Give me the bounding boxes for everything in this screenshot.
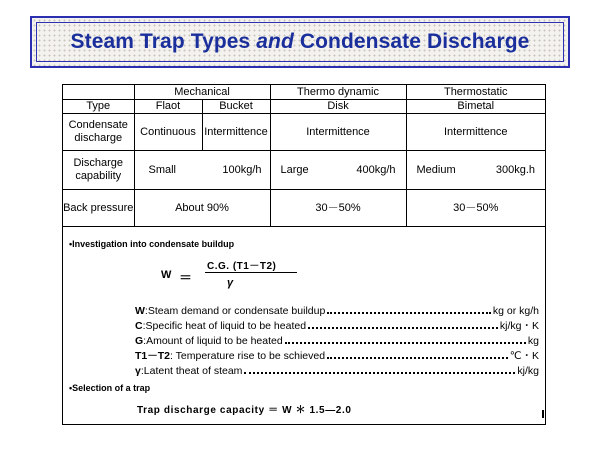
definitions-list — [135, 303, 539, 378]
buildup-formula — [161, 257, 311, 297]
formula-lhs: W — [161, 269, 172, 281]
table-cell: Intermittence — [270, 114, 406, 151]
selection-heading: •Selection of a trap — [69, 383, 151, 393]
stray-mark — [542, 410, 544, 418]
calculation-section — [69, 239, 539, 419]
cell-bucket: Bucket — [202, 100, 270, 114]
formula-denominator: γ — [227, 277, 234, 289]
row-label: Back pressure — [63, 190, 134, 227]
cell-disk: Disk — [270, 100, 406, 114]
definition-row: W :Steam demand or condensate buildup kg or kg/h — [135, 304, 539, 317]
header-mechanical: Mechanical — [134, 85, 270, 100]
table-row-capability — [63, 151, 545, 190]
content-sheet — [62, 84, 546, 425]
definition-row: G :Amount of liquid to be heated kg — [135, 334, 539, 347]
table-cell: Continuous — [134, 114, 202, 151]
table-cell: 30－50% — [270, 190, 406, 227]
definition-row: T1－T2 : Temperature rise to be schieved ℃・K — [135, 349, 539, 362]
table-row-condensate — [63, 114, 545, 151]
table-cell: About 90% — [134, 190, 270, 227]
page-title: Steam Trap Types and Condensate Discharge — [70, 30, 530, 53]
table-cell: Intermittence — [202, 114, 270, 151]
definition-row: γ :Latent theat of steam kj/kg — [135, 364, 539, 377]
table-cell: Intermittence — [406, 114, 545, 151]
header-blank — [63, 85, 134, 100]
table-row-type — [63, 100, 545, 114]
table-cell: Large 400kg/h — [270, 151, 406, 190]
row-label: Discharge capability — [63, 151, 134, 190]
table-cell: Small 100kg/h — [134, 151, 270, 190]
table-cell: Medium 300kg.h — [406, 151, 545, 190]
fraction-bar — [205, 272, 297, 273]
cell-float: Flaot — [134, 100, 202, 114]
header-thermodynamic: Thermo dynamic — [270, 85, 406, 100]
formula-numerator: C.G. (T1－T2) — [207, 261, 277, 272]
table-cell: 30－50% — [406, 190, 545, 227]
title-banner — [30, 16, 570, 68]
header-thermostatic: Thermostatic — [406, 85, 545, 100]
definition-row: C :Specific heat of liquid to be heated kj/kg・K — [135, 319, 539, 332]
table-row-back-pressure — [63, 190, 545, 227]
row-label: Type — [63, 100, 134, 114]
investigation-heading: •Investigation into condensate buildup — [69, 239, 235, 249]
formula-equals: ＝ — [179, 270, 193, 285]
steam-trap-table — [63, 85, 545, 227]
trap-capacity-formula: Trap discharge capacity ＝ W ＊ 1.5—2.0 — [137, 405, 352, 416]
row-label: Condensate discharge — [63, 114, 134, 151]
cell-bimetal: Bimetal — [406, 100, 545, 114]
table-header-row — [63, 85, 545, 100]
